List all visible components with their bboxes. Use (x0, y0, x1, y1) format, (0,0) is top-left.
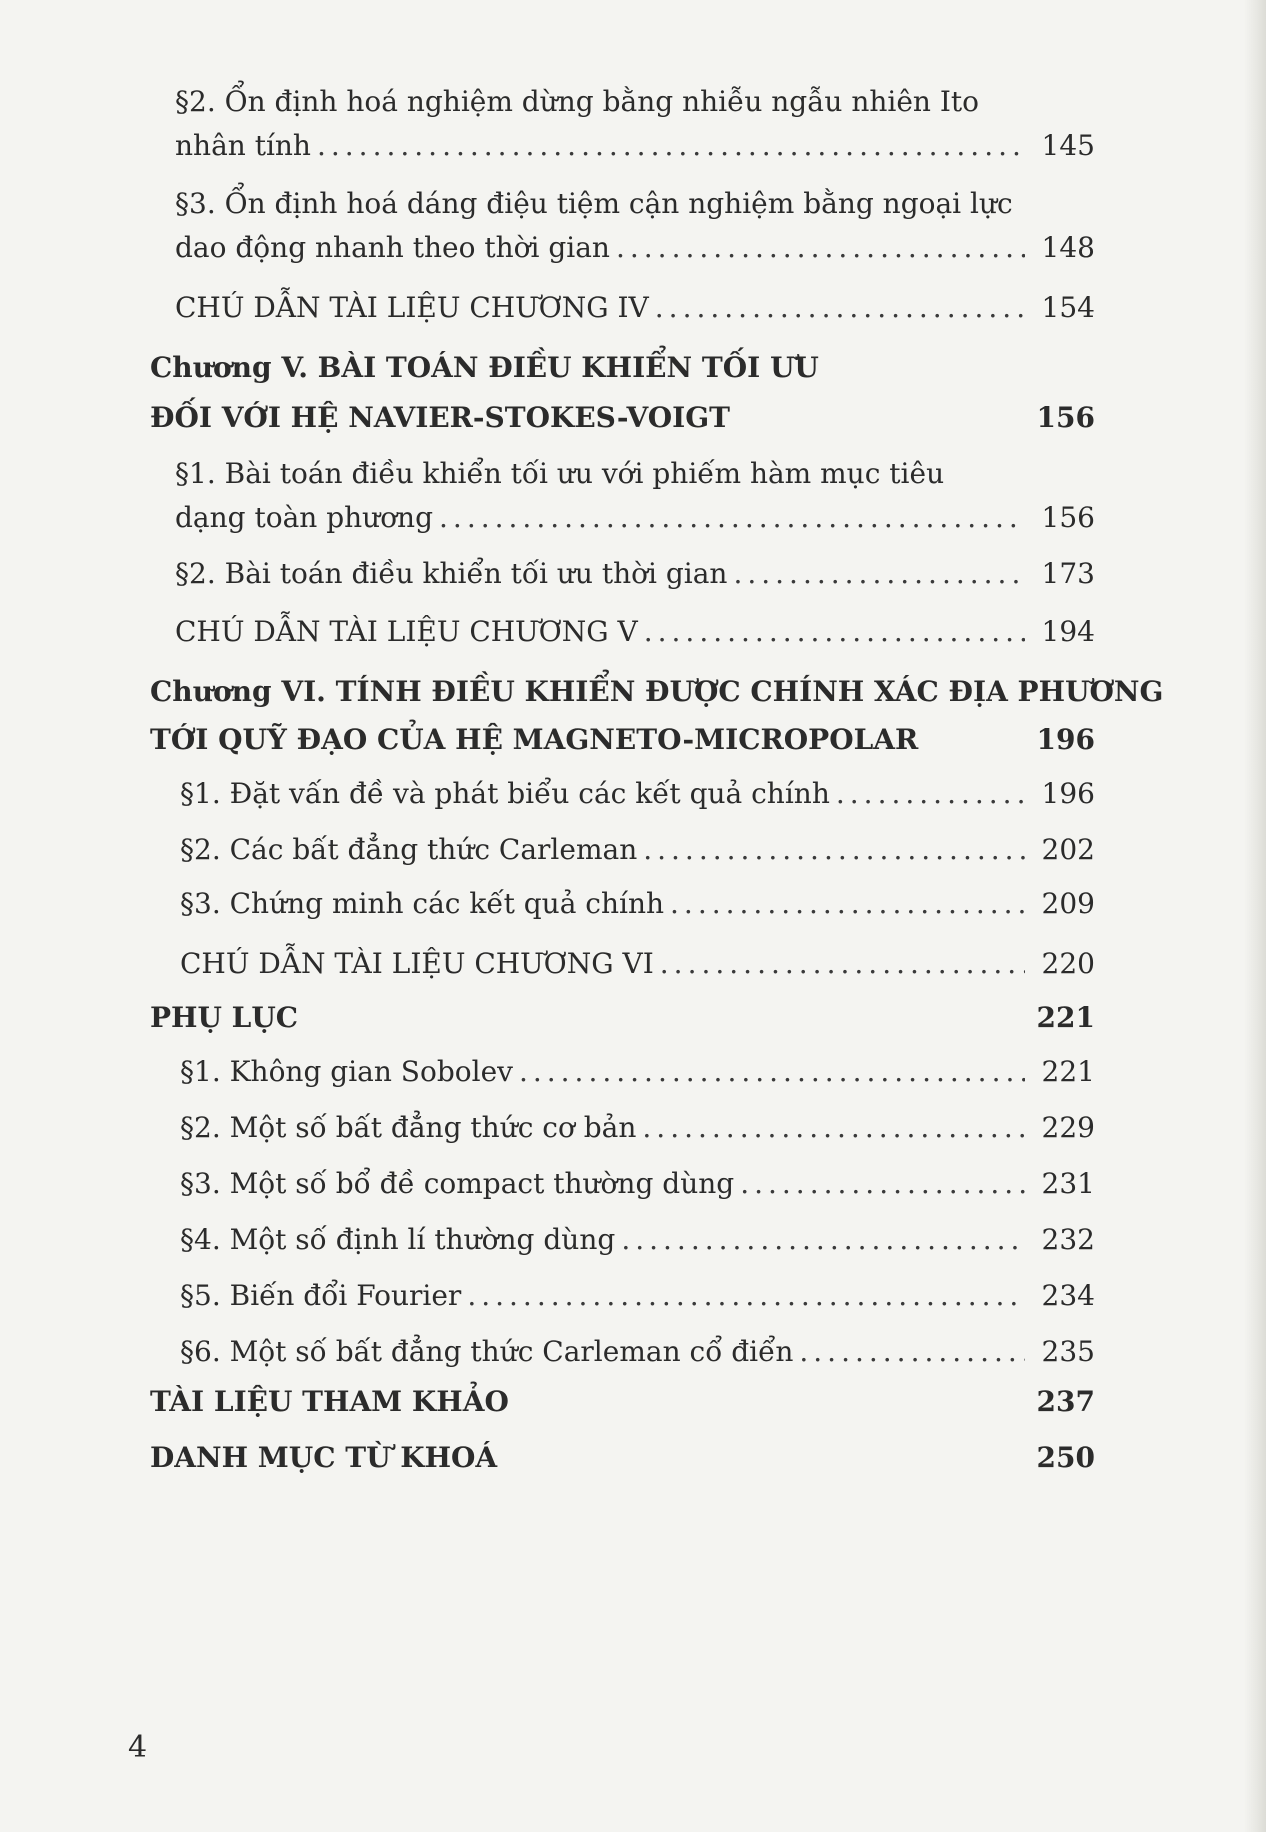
toc-page-number: 231 (1041, 1167, 1095, 1200)
toc-page-number: 148 (1041, 231, 1095, 264)
toc-page-number: 221 (1041, 1055, 1095, 1088)
toc-page-number: 156 (1041, 501, 1095, 534)
toc-page-number: 229 (1041, 1111, 1095, 1144)
leader-dots (740, 1162, 1025, 1206)
toc-entry-title-line1: §3. Ổn định hoá dáng điệu tiệm cận nghiệm bằng ngoại lực (175, 187, 1013, 220)
toc-chapter-title: TÀI LIỆU THAM KHẢO 237 (150, 1380, 1095, 1424)
toc-chapter-title: PHỤ LỤC 221 (150, 996, 1095, 1040)
page-number: 4 (128, 1730, 148, 1765)
toc-page-number: 194 (1041, 615, 1095, 648)
toc-chapter-title-line2: TỚI QUỸ ĐẠO CỦA HỆ MAGNETO-MICROPOLAR 196 (150, 718, 1095, 762)
toc-entry-title: CHÚ DẪN TÀI LIỆU CHƯƠNG V ..... 194 (175, 610, 1095, 654)
leader-dots (799, 1330, 1025, 1374)
toc-entry-title-line2: dao động nhanh theo thời gian ..... 148 (175, 226, 1095, 270)
toc-chapter-title-line1: Chương VI. TÍNH ĐIỀU KHIỂN ĐƯỢC CHÍNH XÁC ĐỊA PHƯƠNG (150, 675, 1164, 708)
toc-entry-title-line2: dạng toàn phương ..... 156 (175, 496, 1095, 540)
leader-dots (621, 1218, 1025, 1262)
toc-page-number: 250 (1036, 1441, 1095, 1474)
toc-page-number: 154 (1041, 291, 1095, 324)
toc-entry-title-line1: §2. Ổn định hoá nghiệm dừng bằng nhiễu ngẫu nhiên Ito (175, 85, 980, 118)
toc-entry-title: §1. Đặt vấn đề và phát biểu các kết quả chính ..... 196 (180, 772, 1095, 816)
toc-entry-title: §3. Một số bổ đề compact thường dùng ..... 231 (180, 1162, 1095, 1206)
toc-entry-title: §4. Một số định lí thường dùng ..... 232 (180, 1218, 1095, 1262)
toc-page-number: 221 (1036, 1001, 1095, 1034)
toc-page-number: 156 (1036, 401, 1095, 434)
toc-chapter-title-line1: Chương V. BÀI TOÁN ĐIỀU KHIỂN TỐI ƯU (150, 351, 819, 384)
leader-dots (642, 1106, 1025, 1150)
toc-page-number: 237 (1036, 1385, 1095, 1418)
toc-entry-title: §2. Bài toán điều khiển tối ưu thời gian ..... 173 (175, 552, 1095, 596)
leader-dots (317, 124, 1025, 168)
toc-page-number: 235 (1041, 1335, 1095, 1368)
leader-dots (616, 226, 1025, 270)
toc-page-number: 145 (1041, 129, 1095, 162)
toc-page-number: 232 (1041, 1223, 1095, 1256)
leader-dots (519, 1050, 1025, 1094)
toc-page-number: 173 (1041, 557, 1095, 590)
toc-entry-title: §3. Chứng minh các kết quả chính ..... 209 (180, 882, 1095, 926)
leader-dots (439, 496, 1025, 540)
toc-chapter-title-line2: ĐỐI VỚI HỆ NAVIER-STOKES-VOIGT 156 (150, 396, 1095, 440)
page-spine-shadow (1244, 0, 1266, 1832)
toc-entry-title: §5. Biến đổi Fourier ..... 234 (180, 1274, 1095, 1318)
toc-page-number: 220 (1041, 947, 1095, 980)
leader-dots (467, 1274, 1025, 1318)
leader-dots (670, 882, 1025, 926)
toc-entry-title-line1: §1. Bài toán điều khiển tối ưu với phiếm hàm mục tiêu (175, 457, 945, 490)
toc-entry-title: CHÚ DẪN TÀI LIỆU CHƯƠNG VI ..... 220 (180, 942, 1095, 986)
toc-entry-title: §6. Một số bất đẳng thức Carleman cổ điển ..... 235 (180, 1330, 1095, 1374)
toc-page-number: 202 (1041, 833, 1095, 866)
leader-dots (660, 942, 1025, 986)
toc-page-number: 196 (1036, 723, 1095, 756)
toc-chapter-title: DANH MỤC TỪ KHOÁ 250 (150, 1436, 1095, 1480)
leader-dots (836, 772, 1025, 816)
toc-entry-title: §1. Không gian Sobolev ..... 221 (180, 1050, 1095, 1094)
toc-entry-title-line2: nhân tính ..... 145 (175, 124, 1095, 168)
toc-entry-title: CHÚ DẪN TÀI LIỆU CHƯƠNG IV ..... 154 (175, 286, 1095, 330)
leader-dots (643, 828, 1025, 872)
leader-dots (655, 286, 1025, 330)
toc-page-number: 234 (1041, 1279, 1095, 1312)
toc-entry-title: §2. Một số bất đẳng thức cơ bản ..... 229 (180, 1106, 1095, 1150)
toc-entry-title: §2. Các bất đẳng thức Carleman ..... 202 (180, 828, 1095, 872)
leader-dots (644, 610, 1025, 654)
leader-dots (733, 552, 1025, 596)
toc-page-number: 209 (1041, 887, 1095, 920)
toc-page-number: 196 (1041, 777, 1095, 810)
